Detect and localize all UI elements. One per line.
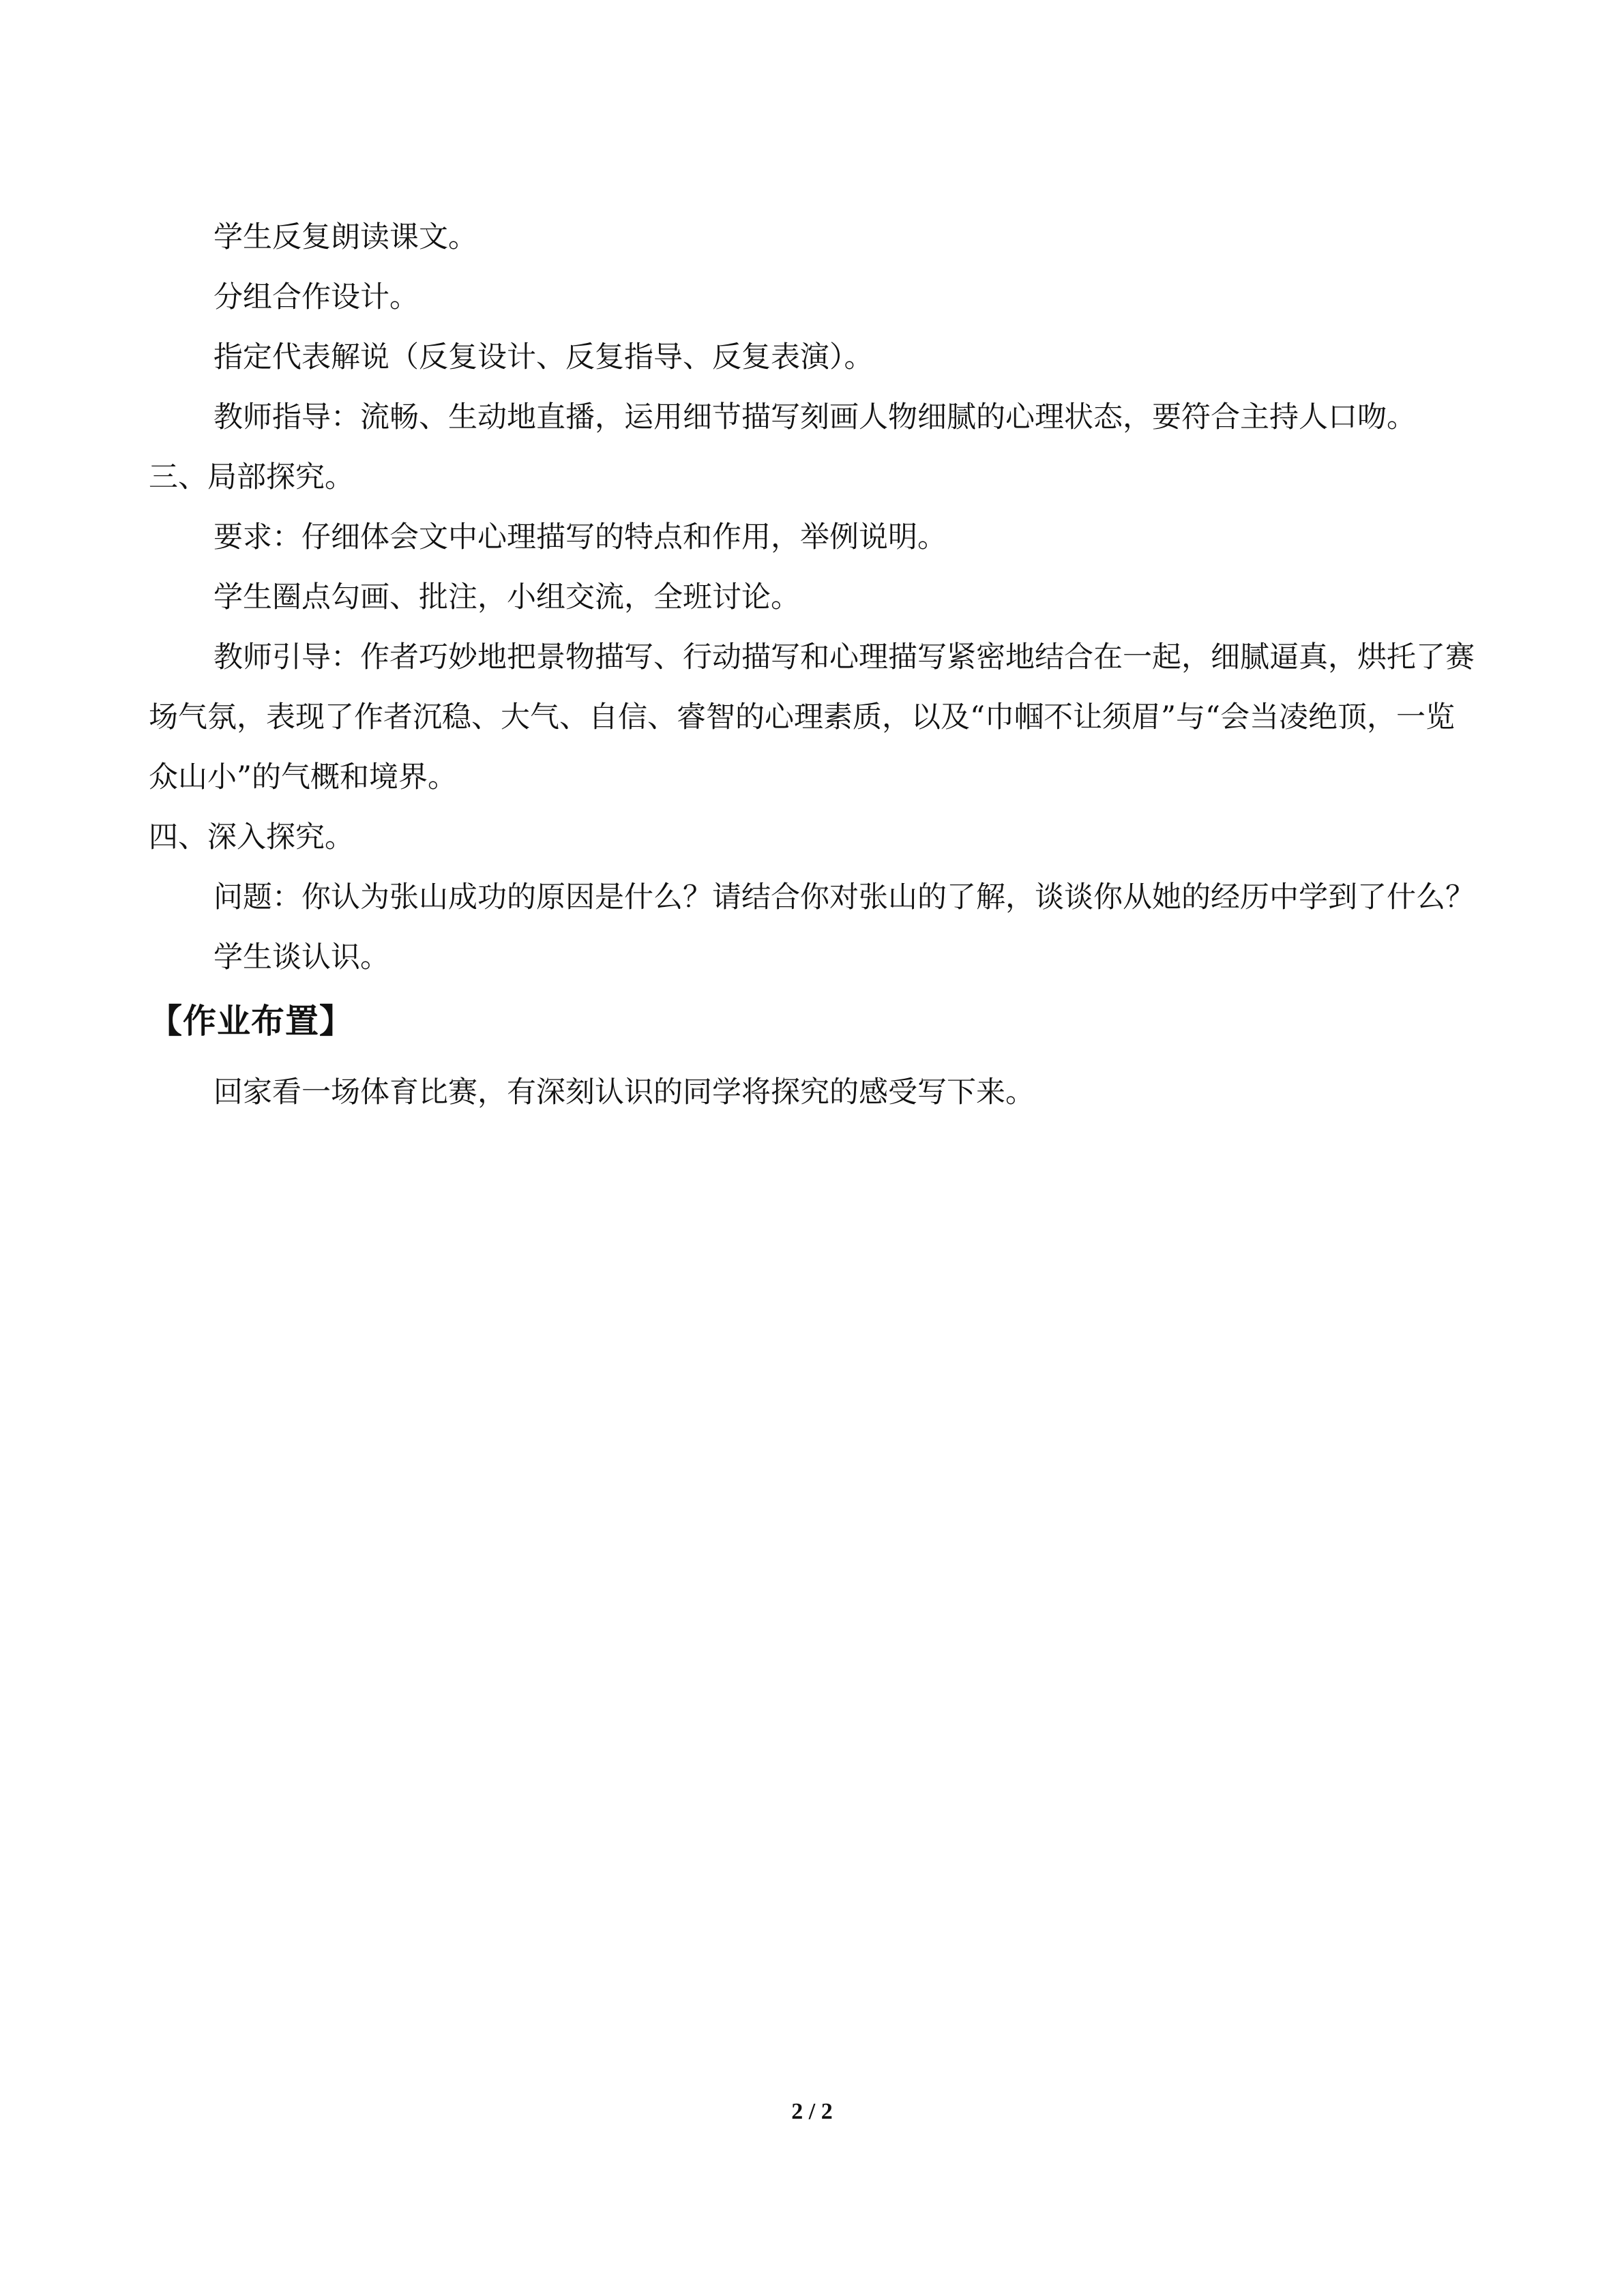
paragraph-question: 问题：你认为张山成功的原因是什么？请结合你对张山的了解，谈谈你从她的经历中学到了什么？ [213, 880, 1475, 914]
homework-heading: 【作业布置】 [149, 1002, 354, 1041]
section-deep-exploration: 四、深入探究。 [149, 820, 354, 854]
paragraph-requirement: 要求：仔细体会文中心理描写的特点和作用，举例说明。 [213, 520, 947, 554]
paragraph-student-annotation: 学生圈点勾画、批注，小组交流，全班讨论。 [213, 580, 800, 614]
paragraph-teacher-lead: 教师引导：作者巧妙地把景物描写、行动描写和心理描写紧密地结合在一起，细腻逼真，烘托了赛场气氛，表现了作者沉稳、大气、自信、睿智的心理素质，以及“巾帼不让须眉”与“会当凌绝顶，一览众山小”的气概和境界。 [149, 640, 1475, 794]
paragraph-read-aloud: 学生反复朗读课文。 [213, 220, 477, 254]
paragraph-group-design: 分组合作设计。 [213, 280, 419, 314]
paragraph-student-talk: 学生谈认识。 [213, 940, 389, 974]
homework-text: 回家看一场体育比赛，有深刻认识的同学将探究的感受写下来。 [213, 1075, 1035, 1109]
document-body [149, 207, 1479, 1122]
section-local-exploration: 三、局部探究。 [149, 460, 354, 494]
page-number: 2 / 2 [791, 2099, 833, 2124]
paragraph-representative: 指定代表解说（反复设计、反复指导、反复表演）。 [213, 340, 874, 374]
paragraph-teacher-guidance: 教师指导：流畅、生动地直播，运用细节描写刻画人物细腻的心理状态，要符合主持人口吻。 [213, 400, 1416, 434]
